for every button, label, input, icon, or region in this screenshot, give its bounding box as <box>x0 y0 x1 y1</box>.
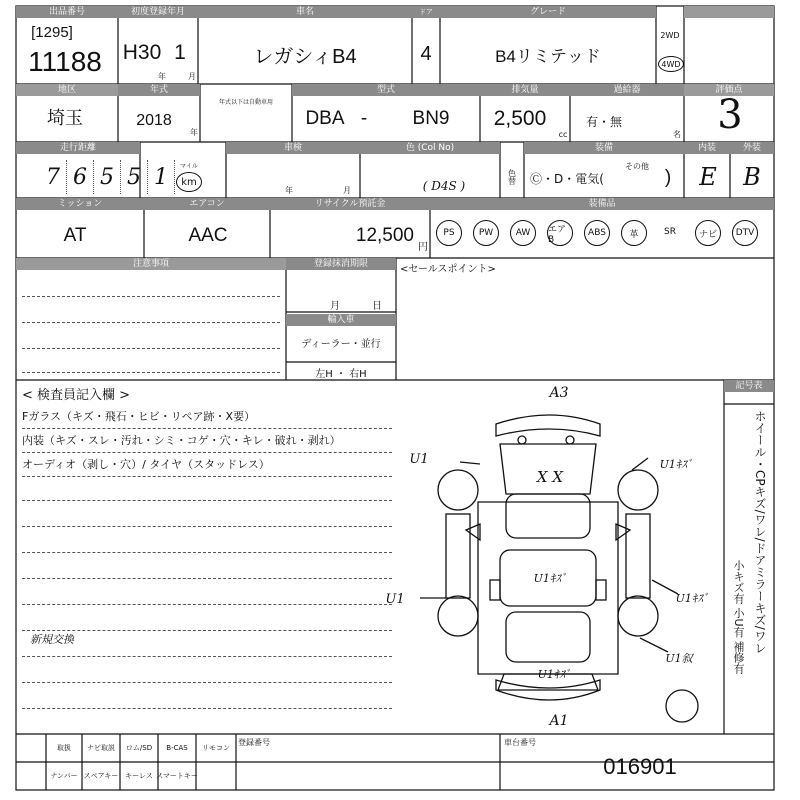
recycle-unit: 円 <box>418 241 428 253</box>
caution-line <box>22 372 280 373</box>
registration-label: 登録番号 <box>238 737 270 747</box>
label-bottom-center: U1ｷｽﾞ <box>537 668 571 681</box>
exterior-score: B <box>743 163 761 191</box>
accessory-label: スペアキー <box>83 772 119 780</box>
mileage-unit-km: km <box>176 172 202 192</box>
model-code-header: 型式 <box>292 84 480 96</box>
headlight-right <box>566 436 574 444</box>
accessory-label: B-CAS <box>166 744 188 752</box>
interior-score: E <box>699 163 717 191</box>
car-name-header: 車名 <box>198 6 412 18</box>
headlight-left <box>518 436 526 444</box>
spare-header <box>684 6 774 18</box>
recycle-header: リサイクル預託金 <box>270 198 430 210</box>
door-count: 4 <box>420 42 432 65</box>
spare-wheel <box>666 690 698 722</box>
option-2: AW <box>510 220 536 246</box>
wheel-rear-left <box>438 596 478 636</box>
era-year: H30 <box>122 41 162 64</box>
air-conditioner: AAC <box>188 225 228 246</box>
equipment-header: 装備 <box>524 142 684 154</box>
mileage-digits <box>40 160 175 194</box>
label-right-mid: U1ｷｽﾞ <box>675 592 709 605</box>
first-registration-header: 初度登録年月 <box>118 6 198 18</box>
equipment-close-paren: ) <box>664 167 672 188</box>
import-type: ディーラー・並行 <box>301 338 381 350</box>
side-note-main: ホイール・CPキズ/ワレ/ドアミラーキズ/ワレ <box>753 410 767 654</box>
caution-line <box>22 348 280 349</box>
option-1: PW <box>473 220 499 246</box>
option-6: SR <box>664 227 676 237</box>
front-bumper-shape <box>496 415 600 436</box>
displacement-header: 排気量 <box>480 84 570 96</box>
accessory-label: キーレス <box>125 772 153 780</box>
accessory-label: ナンバー <box>50 772 78 780</box>
windshield-line: Fガラス（キズ・飛石・ヒビ・リペア跡・X要） <box>22 410 256 423</box>
option-4: ABS <box>584 220 610 246</box>
inspector-line <box>22 708 392 709</box>
drive-4wd-circled: 4WD <box>658 56 684 72</box>
accessory-label: ナビ取説 <box>87 744 115 752</box>
model-prefix: DBA <box>305 108 345 129</box>
accessory-label: 取扱 <box>57 744 71 752</box>
inspector-line <box>22 428 392 429</box>
turbo-options: 有・無 <box>585 114 622 129</box>
caution-line <box>22 296 280 297</box>
mileage-digit: 1 <box>148 160 175 194</box>
option-0: PS <box>436 220 462 246</box>
accessories-row-1 <box>46 734 236 762</box>
accessory-label: スマートキー <box>156 772 198 780</box>
options-header: 装備品 <box>430 198 774 210</box>
accessory-label: ロム/SD <box>125 744 153 752</box>
overall-score: 3 <box>717 92 743 138</box>
label-rear: A1 <box>549 713 569 729</box>
mileage-digit: 6 <box>67 160 94 194</box>
steering-side: 左H ・ 右H <box>315 368 367 380</box>
interior-header: 内装 <box>684 142 730 154</box>
label-right-bottom: U1叙 <box>665 652 693 665</box>
option-7: ナビ <box>695 220 721 246</box>
sales-point-label: <セールスポイント> <box>400 263 496 275</box>
displacement: 2,500 <box>493 107 547 130</box>
turbo-header: 過給器 <box>570 84 684 96</box>
mileage-header: 走行距離 <box>16 142 140 154</box>
inspection-header: 車検 <box>226 142 360 154</box>
mission-header: ミッション <box>16 198 144 210</box>
transmission: AT <box>63 225 87 246</box>
score-header: 評価点 <box>684 84 774 96</box>
inspector-line <box>22 552 392 553</box>
side-note-sub: 小キズ有 小U有 補修有 <box>732 560 745 675</box>
prefecture-header: 地区 <box>16 84 118 96</box>
expiry-header: 登録抹消期限 <box>286 258 396 270</box>
model-dash: - <box>360 108 368 129</box>
option-3: エアB <box>547 220 573 246</box>
imported-note: 年式以下は自動車用 <box>218 98 273 106</box>
chassis-label: 車台番号 <box>504 737 536 747</box>
audio-tire-line: オーディオ（剥し・穴）/ タイヤ（スタッドレス） <box>22 458 270 471</box>
chassis-number: 016901 <box>603 754 677 779</box>
mileage-digit: 7 <box>40 160 67 194</box>
roof-marks: X X <box>536 468 564 486</box>
prefecture: 埼玉 <box>47 108 83 128</box>
mileage-digit: 5 <box>94 160 121 194</box>
car-name: レガシィB4 <box>253 45 357 68</box>
color-code: ( D4S ) <box>422 179 466 193</box>
model-year: 2018 <box>136 112 172 129</box>
expiry-month: 月 <box>330 300 340 312</box>
model-code: BN9 <box>412 108 450 129</box>
label-center: U1ｷｽﾞ <box>533 572 567 585</box>
inspector-line <box>22 476 392 477</box>
grade-name: B4リミテッド <box>495 46 601 66</box>
inspector-line <box>22 604 392 605</box>
code-table-header: 記号表 <box>724 380 774 392</box>
expiry-day: 日 <box>372 300 382 312</box>
accessory-label: リモコン <box>202 744 230 752</box>
model-year-unit: 年 <box>190 127 198 137</box>
ac-header: エアコン <box>144 198 270 210</box>
label-right-top: U1ｷｽﾞ <box>659 458 693 471</box>
month-unit: 月 <box>188 71 196 81</box>
equipment-other: その他 <box>625 161 649 171</box>
caution-header: 注意事項 <box>16 258 286 270</box>
year-unit: 年 <box>158 71 166 81</box>
color-header: 色 (Col No) <box>360 142 500 154</box>
accessory-label <box>196 762 236 790</box>
entry-no-header: 出品番号 <box>16 6 118 18</box>
options-row <box>432 212 774 258</box>
registration-month: 1 <box>174 41 186 64</box>
color-change-label: 色替 <box>507 169 517 185</box>
inspection-month-unit: 月 <box>343 185 351 195</box>
label-front: A3 <box>549 385 569 401</box>
lot-sub-number: [1295] <box>31 23 73 41</box>
wheel-front-right <box>618 470 658 510</box>
equipment-options: Ⓒ・D・電気( <box>530 171 604 186</box>
label-left-top: U1 <box>409 451 429 467</box>
inspection-year-unit: 年 <box>285 185 293 195</box>
mileage-unit-mile: マイル <box>180 162 198 170</box>
mileage-digit: 5 <box>121 160 148 194</box>
inspector-line <box>22 500 392 501</box>
doors-header: ドア <box>412 6 440 18</box>
wheel-front-left <box>438 470 478 510</box>
exterior-header: 外装 <box>730 142 774 154</box>
grade-header: グレード <box>440 6 656 18</box>
seats-unit: 名 <box>673 129 681 139</box>
drive-2wd: 2WD <box>660 30 680 40</box>
interior-damage-line: 内装（キズ・スレ・汚れ・シミ・コゲ・穴・キレ・破れ・剥れ） <box>22 434 341 447</box>
inspector-line <box>22 526 392 527</box>
wheel-rear-right <box>618 596 658 636</box>
inspector-line <box>22 452 392 453</box>
handwritten-note: 新規交換 <box>30 633 74 646</box>
label-left-mid: U1 <box>385 591 405 607</box>
import-header: 輸入車 <box>286 314 396 326</box>
option-8: DTV <box>732 220 758 246</box>
cc-unit: cc <box>558 129 568 139</box>
inspector-line <box>22 656 392 657</box>
option-5: 革 <box>621 220 647 246</box>
inspector-title: < 検査員記入欄 > <box>22 387 131 403</box>
accessories-row-2 <box>46 762 236 790</box>
caution-line <box>22 322 280 323</box>
inspector-line <box>22 682 392 683</box>
recycle-fee: 12,500 <box>355 225 414 246</box>
model-year-header: 年式 <box>118 84 200 96</box>
inspector-line <box>22 578 392 579</box>
lot-number: 11188 <box>28 46 102 77</box>
